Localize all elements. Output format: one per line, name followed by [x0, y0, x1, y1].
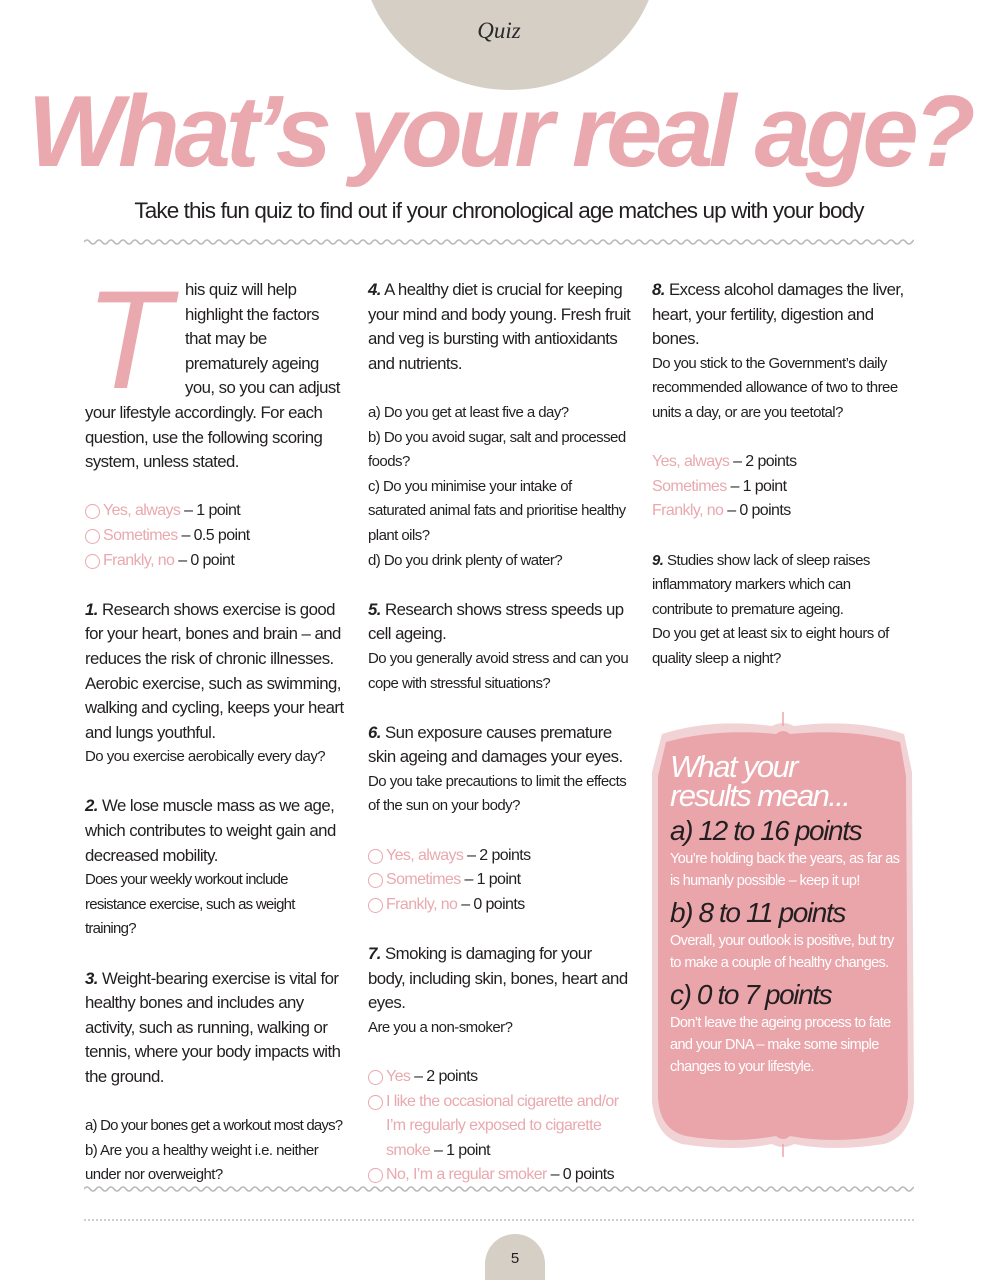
answer-option[interactable] — [652, 499, 914, 524]
result-range: b) 8 to 11 points — [670, 897, 845, 928]
option-label: Yes, always — [386, 846, 464, 864]
intro-line: you, so you can adjust — [185, 378, 340, 398]
question-4 — [368, 278, 632, 376]
option-points: – 2 points — [463, 846, 531, 864]
answer-option[interactable] — [368, 844, 632, 869]
question-2 — [85, 794, 347, 868]
intro — [85, 261, 347, 475]
answer-option[interactable] — [368, 868, 632, 893]
intro-line: his quiz will help — [185, 280, 297, 299]
option-points: – 0.5 point — [177, 526, 250, 544]
option-label: Yes, always — [103, 502, 181, 520]
column-2 — [368, 278, 632, 1188]
question-prompt: b) Are you a healthy weight i.e. neither under nor overweight? — [85, 1141, 319, 1184]
radio-circle-icon[interactable] — [368, 849, 383, 864]
option-label: I like the occasional cigarette and/or I’m regularly exposed to cigarette smoke — [386, 1092, 619, 1159]
option-label: Sometimes — [652, 477, 727, 495]
column-1 — [85, 261, 347, 1188]
intro-line: that may be — [185, 329, 267, 349]
answer-option[interactable] — [368, 893, 632, 918]
question-9 — [652, 549, 914, 623]
option-points: – 1 point — [180, 502, 241, 520]
intro-line: prematurely ageing — [185, 353, 319, 373]
radio-circle-icon[interactable] — [85, 504, 100, 519]
results-content — [670, 749, 900, 1078]
question-prompt: Do you generally avoid stress and can you cope with stressful situations? — [368, 649, 629, 692]
wavy-divider-bottom — [84, 1183, 914, 1195]
question-text: We lose muscle mass as we age, which contributes to weight gain and decreased mobility. — [85, 796, 336, 865]
question-prompt: Do you take precautions to limit the effects of the sun on your body? — [368, 772, 627, 815]
radio-circle-icon[interactable] — [368, 898, 383, 913]
answer-option[interactable] — [652, 475, 914, 500]
question-5 — [368, 598, 632, 647]
answer-option[interactable] — [368, 1090, 632, 1164]
results-heading: What your — [670, 749, 797, 784]
option-label: Yes — [386, 1068, 411, 1085]
results-panel — [652, 712, 914, 1157]
question-prompt: d) Do you drink plenty of water? — [368, 551, 563, 569]
drop-cap: T — [85, 261, 171, 418]
question-3 — [85, 967, 347, 1090]
option-label: Frankly, no — [386, 895, 458, 913]
question-prompt: Do you stick to the Government’s daily recommended allowance of two to three units a day, or are you teetotal? — [652, 354, 898, 421]
dotted-rule — [84, 1219, 914, 1221]
question-prompt: a) Do your bones get a workout most days? — [85, 1117, 343, 1135]
question-number: 9. — [652, 551, 664, 569]
question-7 — [368, 942, 632, 1016]
question-prompt: Are you a non-smoker? — [368, 1018, 513, 1036]
result-range: c) 0 to 7 points — [670, 979, 832, 1010]
question-number: 7. — [368, 944, 381, 964]
result-range: a) 12 to 16 points — [670, 815, 862, 846]
radio-circle-icon[interactable] — [85, 554, 100, 569]
radio-circle-icon[interactable] — [368, 1168, 383, 1183]
question-6 — [368, 721, 632, 770]
section-label: Quiz — [477, 18, 521, 43]
question-text: Excess alcohol damages the liver, heart, your fertility, digestion and bones. — [652, 280, 904, 349]
scoring-option[interactable] — [85, 499, 347, 524]
option-label: Sometimes — [386, 871, 461, 889]
option-points: – 0 points — [546, 1166, 614, 1184]
question-number: 6. — [368, 722, 381, 742]
option-points: – 2 points — [410, 1068, 478, 1085]
question-prompt: b) Do you avoid sugar, salt and processed foods? — [368, 428, 626, 471]
scoring-option[interactable] — [85, 549, 347, 574]
result-text: Overall, your outlook is positive, but try to make a couple of healthy changes. — [670, 933, 894, 971]
answer-option[interactable] — [652, 450, 914, 475]
question-1 — [85, 598, 347, 746]
question-text: Studies show lack of sleep raises inflammatory markers which can contribute to premature ageing. — [652, 551, 870, 618]
question-number: 5. — [368, 599, 381, 619]
option-points: – 1 point — [460, 871, 521, 889]
radio-circle-icon[interactable] — [368, 1070, 383, 1085]
option-label: Sometimes — [103, 526, 178, 544]
radio-circle-icon[interactable] — [368, 1095, 383, 1110]
option-points: – 0 point — [174, 551, 235, 569]
page-number: 5 — [510, 1250, 520, 1267]
question-text: Smoking is damaging for your body, including skin, bones, heart and eyes. — [368, 944, 628, 1013]
scoring-option[interactable] — [85, 524, 347, 549]
question-text: A healthy diet is crucial for keeping your mind and body young. Fresh fruit and veg is bursting with antioxidants and nutrients. — [368, 280, 631, 373]
question-number: 2. — [85, 796, 98, 816]
question-prompt: a) Do you get at least five a day? — [368, 403, 569, 421]
question-8 — [652, 278, 914, 352]
question-text: Research shows stress speeds up cell ageing. — [368, 599, 624, 644]
results-heading: results mean... — [670, 778, 850, 813]
radio-circle-icon[interactable] — [85, 529, 100, 544]
option-points: – 1 point — [726, 477, 787, 495]
question-number: 4. — [368, 280, 381, 299]
column-3 — [652, 278, 914, 672]
question-prompt: Do you get at least six to eight hours of quality sleep a night? — [652, 625, 889, 667]
question-text: Research shows exercise is good for your heart, bones and brain – and reduces the risk of chronic illnesses. Aerobic exercise, such as swimming, walking and cycling, keeps your heart and lungs youthful. — [85, 599, 344, 742]
wavy-divider-top — [84, 236, 914, 248]
result-text: You’re holding back the years, as far as is humanly possible – keep it up! — [670, 851, 900, 889]
question-number: 8. — [652, 280, 665, 299]
question-prompt: c) Do you minimise your intake of saturated animal fats and prioritise healthy plant oils? — [368, 477, 626, 544]
intro-line: highlight the factors — [185, 304, 319, 324]
result-text: Don’t leave the ageing process to fate and your DNA – make some simple changes to your lifestyle. — [670, 1015, 891, 1075]
option-label: No, I’m a regular smoker — [386, 1166, 547, 1184]
option-points: – 1 point — [430, 1141, 490, 1159]
page-subtitle: Take this fun quiz to find out if your chronological age matches up with your body — [134, 198, 864, 223]
option-label: Yes, always — [652, 453, 730, 471]
page-title: What’s your real age? — [27, 76, 971, 188]
radio-circle-icon[interactable] — [368, 873, 383, 888]
option-points: – 2 points — [729, 453, 797, 471]
question-text: Sun exposure causes premature skin ageing and damages your eyes. — [368, 722, 623, 767]
option-label: Frankly, no — [652, 502, 724, 520]
option-label: Frankly, no — [103, 551, 175, 569]
question-text: Weight-bearing exercise is vital for healthy bones and includes any activity, such as running, walking or tennis, where your body impacts with the ground. — [85, 968, 341, 1086]
question-prompt: Do you exercise aerobically every day? — [85, 748, 326, 766]
intro-continued: your lifestyle accordingly. For each question, use the following scoring system, unless stated. — [85, 402, 323, 472]
question-number: 3. — [85, 968, 98, 988]
question-number: 1. — [85, 599, 98, 619]
option-points: – 0 points — [457, 895, 525, 913]
answer-option[interactable] — [368, 1065, 632, 1090]
option-points: – 0 points — [723, 502, 791, 520]
question-prompt: Does your weekly workout include resistance exercise, such as weight training? — [85, 871, 295, 938]
